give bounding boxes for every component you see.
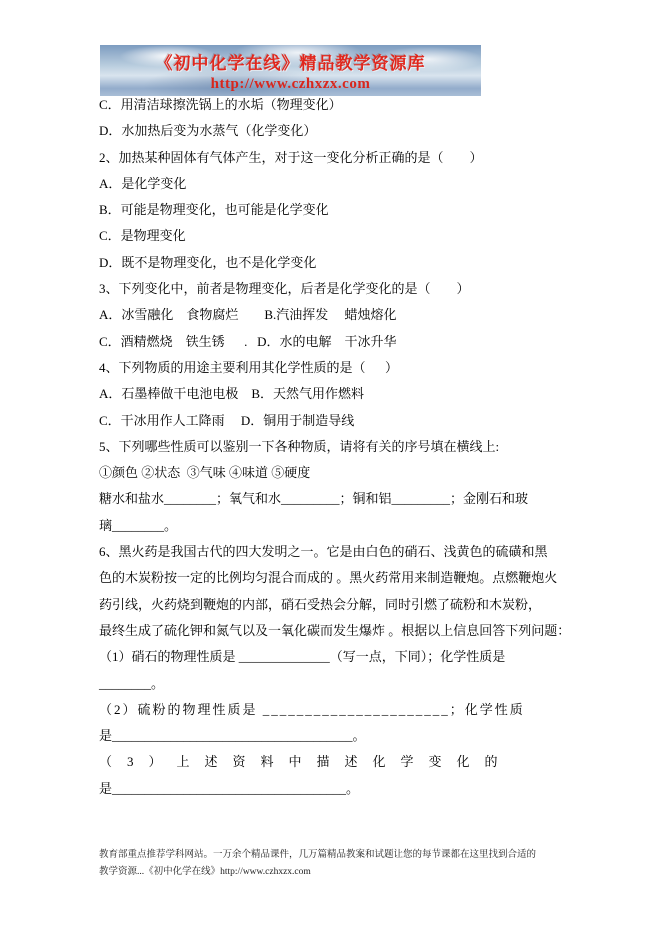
text-line-with-blanks: 是____________________________________。 (99, 780, 360, 796)
text-line: 最终生成了硫化钾和氮气以及一氧化碳而发生爆炸 。根据以上信息回答下列问题： (99, 622, 571, 638)
page-footer (99, 847, 569, 881)
text-line: 色的木炭粉按一定的比例均匀混合而成的 。黑火药常用来制造鞭炮。点燃鞭炮火 (99, 570, 558, 586)
text-line: C．酒精燃烧 铁生锈 . D．水的电解 干冰升华 (99, 333, 397, 349)
text-line-with-blanks: （1）硝石的物理性质是 ______________（写一点，下同）；化学性质是 (99, 649, 506, 665)
text-line: D．水加热后变为水蒸气（化学变化） (99, 123, 317, 139)
text-line-with-blanks: 糖水和盐水________；氧气和水_________；铜和铝_________；金刚石和玻 (99, 491, 529, 507)
text-line-with-blanks: ________。 (99, 675, 165, 691)
text-line: 4、下列物质的用途主要利用其化学性质的是（ ） (99, 359, 399, 375)
text-line: 6、黑火药是我国古代的四大发明之一。它是由白色的硝石、浅黄色的硫磺和黑 (99, 544, 548, 560)
text-line: C．干冰用作人工降雨 D．铜用于制造导线 (99, 412, 355, 428)
text-line: A．石墨棒做干电池电极 B．天然气用作燃料 (99, 386, 365, 402)
text-line: A．冰雪融化 食物腐烂 B.汽油挥发 蜡烛熔化 (99, 307, 397, 323)
text-line: ①颜色 ②状态 ③气味 ④味道 ⑤硬度 (99, 465, 311, 481)
text-line: C．是物理变化 (99, 228, 186, 244)
text-line: 药引线，火药烧到鞭炮的内部，硝石受热会分解，同时引燃了硫粉和木炭粉， (99, 596, 542, 612)
text-line-with-blanks: （2）硫粉的物理性质是 ______________________；化学性质 (99, 701, 525, 717)
text-line: 2、加热某种固体有气体产生，对于这一变化分析正确的是（ ） (99, 149, 483, 165)
footer-text: 教育部重点推荐学科网站。一万余个精品课件，几万篇精品教案和试题让您的每节课都在这里找到合适的 (99, 850, 537, 860)
text-line: 3、下列变化中，前者是物理变化，后者是化学变化的是（ ） (99, 281, 470, 297)
text-line: D．既不是物理变化，也不是化学变化 (99, 254, 317, 270)
banner-image (100, 45, 481, 96)
text-line: 5、下列哪些性质可以鉴别一下各种物质，请将有关的序号填在横线上: (99, 438, 500, 454)
text-line: A．是化学变化 (99, 175, 187, 191)
text-line-with-blanks: 璃________。 (99, 517, 178, 533)
text-line-with-blanks: 是_____________________________________。 (99, 728, 366, 744)
banner-url: http://www.czhxzx.com (210, 76, 371, 92)
banner-title: 《初中化学在线》精品教学资源库 (155, 54, 426, 73)
text-line: C．用清洁球擦洗锅上的水垢（物理变化） (99, 97, 342, 112)
worksheet-body (99, 92, 574, 802)
footer-text: 教学资源...《初中化学在线》http://www.czhxzx.com (99, 867, 311, 877)
text-line: （3）上述资料中描述化学变化的 (99, 754, 513, 770)
text-line: B．可能是物理变化，也可能是化学变化 (99, 202, 329, 218)
